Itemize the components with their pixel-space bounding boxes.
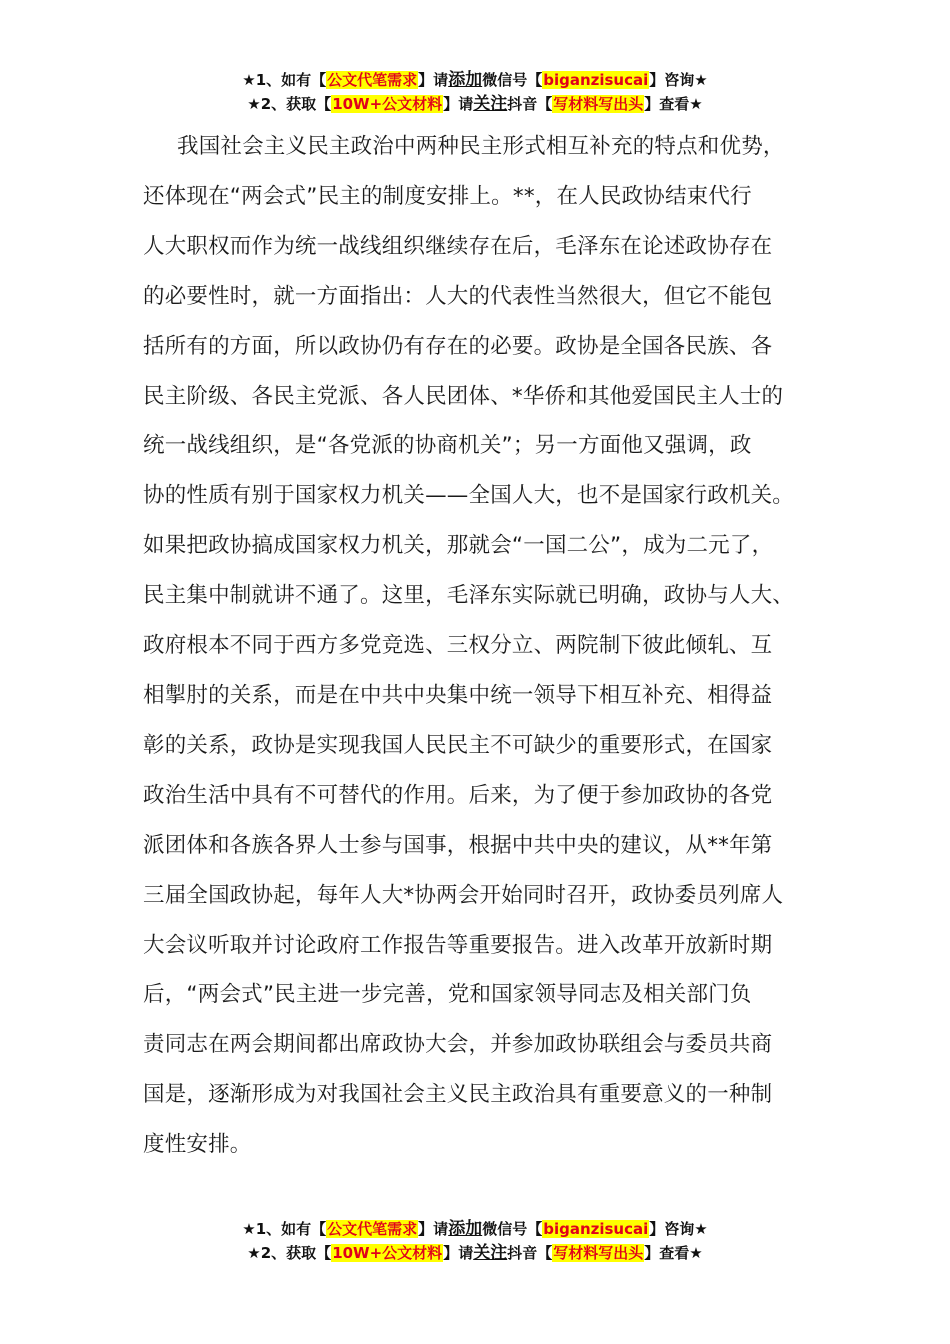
promo-text: 抖音【: [507, 95, 553, 113]
promo-line-2: [0, 92, 950, 116]
promo-text: 】查看★: [644, 95, 703, 113]
paragraph-line: 大会议听取并讨论政府工作报告等重要报告。进入改革开放新时期: [143, 932, 773, 958]
paragraph-line: 还体现在“两会式”民主的制度安排上。**，在人民政协结束代行: [143, 183, 752, 209]
paragraph-line: 政治生活中具有不可替代的作用。后来，为了便于参加政协的各党: [143, 782, 773, 808]
paragraph-line: 括所有的方面，所以政协仍有存在的必要。政协是全国各民族、各: [143, 333, 773, 359]
promo-highlight: 10W+公文材料: [332, 95, 443, 113]
promo-underlined-text: 添加: [448, 1219, 483, 1239]
paragraph-line: 人大职权而作为统一战线组织继续存在后，毛泽东在论述政协存在: [143, 233, 773, 259]
promo-text: 抖音【: [507, 1244, 553, 1262]
promo-text: 】查看★: [644, 1244, 703, 1262]
paragraph-line: 派团体和各族各界人士参与国事，根据中共中央的建议，从**年第: [143, 832, 773, 858]
paragraph-line: 统一战线组织，是“各党派的协商机关”；另一方面他又强调，政: [143, 433, 752, 459]
header-promo-banner: [0, 68, 950, 116]
paragraph-line: 我国社会主义民主政治中两种民主形式相互补充的特点和优势，: [177, 134, 785, 159]
promo-text: 】咨询★: [649, 71, 708, 89]
paragraph-line: 后，“两会式”民主进一步完善，党和国家领导同志及相关部门负: [143, 982, 752, 1008]
paragraph-line: 政府根本不同于西方多党竞选、三权分立、两院制下彼此倾轧、互: [143, 633, 773, 659]
paragraph-line: 国是，逐渐形成为对我国社会主义民主政治具有重要意义的一种制: [143, 1082, 773, 1108]
promo-underlined-text: 关注: [473, 94, 508, 114]
body-paragraph: [143, 122, 811, 1170]
footer-promo-banner: [0, 1217, 950, 1265]
promo-highlight: 10W+公文材料: [332, 1244, 443, 1262]
promo-text: ★2、获取【: [247, 95, 332, 113]
promo-highlight: biganzisucai: [543, 1220, 649, 1238]
paragraph-line: 民主阶级、各民主党派、各人民团体、*华侨和其他爱国民主人士的: [143, 383, 784, 409]
promo-highlight: 公文代笔需求: [327, 71, 418, 89]
promo-underlined-text: 添加: [448, 70, 483, 90]
promo-line-2: [0, 1241, 950, 1265]
paragraph-line: 三届全国政协起，每年人大*协两会开始同时召开，政协委员列席人: [143, 882, 784, 908]
paragraph-line: 协的性质有别于国家权力机关——全国人大，也不是国家行政机关。: [143, 483, 795, 509]
promo-text: 】请: [418, 71, 449, 89]
promo-text: 微信号【: [482, 1220, 543, 1238]
promo-highlight: 写材料写出头: [553, 95, 644, 113]
promo-text: 】咨询★: [649, 1220, 708, 1238]
promo-text: 】请: [443, 95, 474, 113]
promo-text: 】请: [418, 1220, 449, 1238]
promo-line-1: [0, 1217, 950, 1241]
paragraph-line: 彰的关系，政协是实现我国人民民主不可缺少的重要形式，在国家: [143, 732, 773, 758]
paragraph-line: 民主集中制就讲不通了。这里，毛泽东实际就已明确，政协与人大、: [143, 583, 795, 609]
promo-text: ★2、获取【: [247, 1244, 332, 1262]
promo-text: ★1、如有【: [242, 1220, 327, 1238]
promo-line-1: [0, 68, 950, 92]
paragraph-line: 度性安排。: [143, 1132, 252, 1158]
promo-underlined-text: 关注: [473, 1243, 508, 1263]
promo-text: 微信号【: [482, 71, 543, 89]
promo-highlight: biganzisucai: [543, 71, 649, 89]
paragraph-line: 相掣肘的关系，而是在中共中央集中统一领导下相互补充、相得益: [143, 682, 773, 708]
promo-text: ★1、如有【: [242, 71, 327, 89]
paragraph-line: 的必要性时，就一方面指出：人大的代表性当然很大，但它不能包: [143, 283, 773, 309]
paragraph-line: 如果把政协搞成国家权力机关，那就会“一国二公”，成为二元了，: [143, 533, 774, 559]
paragraph-line: 责同志在两会期间都出席政协大会，并参加政协联组会与委员共商: [143, 1032, 773, 1058]
promo-text: 】请: [443, 1244, 474, 1262]
promo-highlight: 公文代笔需求: [327, 1220, 418, 1238]
promo-highlight: 写材料写出头: [553, 1244, 644, 1262]
